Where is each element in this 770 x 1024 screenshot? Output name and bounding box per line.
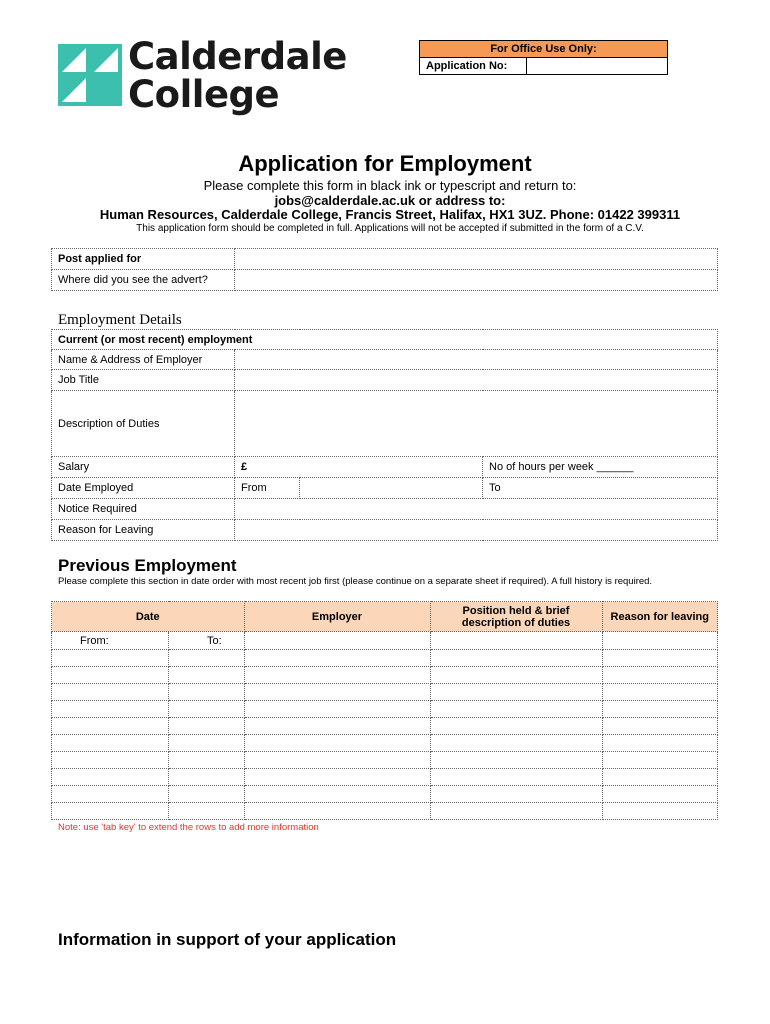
table-cell[interactable]	[602, 718, 718, 735]
table-cell[interactable]	[244, 684, 430, 701]
table-cell[interactable]	[52, 752, 169, 769]
table-cell[interactable]	[52, 735, 169, 752]
table-cell[interactable]	[430, 632, 602, 650]
reason-leaving-field[interactable]	[235, 520, 718, 541]
table-cell[interactable]	[430, 786, 602, 803]
office-use-box	[419, 40, 668, 75]
table-row	[52, 632, 718, 650]
table-row	[52, 650, 718, 667]
table-cell[interactable]	[169, 701, 245, 718]
reason-leaving-label: Reason for Leaving	[52, 520, 235, 541]
salary-label: Salary	[52, 457, 235, 478]
table-cell[interactable]	[169, 684, 245, 701]
previous-employment-subtitle: Please complete this section in date order with most recent job first (please continue on a separate sheet if required). A full history is required.	[58, 576, 653, 587]
to-date-field[interactable]: To	[483, 478, 718, 499]
table-row	[52, 701, 718, 718]
table-cell[interactable]	[430, 701, 602, 718]
employer-label: Name & Address of Employer	[52, 350, 235, 370]
extend-rows-note: Note: use 'tab key' to extend the rows to add more information	[58, 822, 319, 833]
col-date-header: Date	[52, 602, 245, 632]
table-row	[52, 786, 718, 803]
table-cell[interactable]	[602, 667, 718, 684]
table-row	[52, 769, 718, 786]
duties-label: Description of Duties	[52, 391, 235, 457]
application-no-label: Application No:	[420, 58, 527, 74]
table-cell[interactable]	[169, 718, 245, 735]
table-cell[interactable]	[602, 769, 718, 786]
current-employment-label: Current (or most recent) employment	[52, 330, 718, 350]
table-cell[interactable]	[430, 803, 602, 820]
table-cell[interactable]	[244, 650, 430, 667]
table-cell[interactable]	[244, 718, 430, 735]
table-cell[interactable]	[169, 786, 245, 803]
table-cell[interactable]	[602, 632, 718, 650]
table-cell[interactable]	[52, 701, 169, 718]
table-cell[interactable]	[430, 735, 602, 752]
hours-field[interactable]: No of hours per week ______	[483, 457, 718, 478]
office-use-header: For Office Use Only:	[420, 41, 667, 58]
col-reason-header: Reason for leaving	[602, 602, 718, 632]
advert-source-field[interactable]	[235, 270, 718, 291]
intro-note: This application form should be completed in full. Applications will not be accepted if submitted in the form of a C.V.	[136, 223, 644, 234]
table-cell[interactable]	[169, 769, 245, 786]
table-cell[interactable]	[244, 803, 430, 820]
table-cell[interactable]	[169, 667, 245, 684]
from-label: From	[235, 478, 300, 499]
employment-details-heading: Employment Details	[58, 312, 182, 328]
notice-field[interactable]	[235, 499, 718, 520]
post-applied-field[interactable]	[235, 249, 718, 270]
college-logo-icon	[58, 44, 122, 106]
previous-employment-heading: Previous Employment	[58, 556, 237, 575]
table-cell[interactable]	[244, 632, 430, 650]
intro-email: jobs@calderdale.ac.uk or address to:	[274, 193, 506, 208]
table-row	[52, 752, 718, 769]
from-date-field[interactable]	[300, 478, 483, 499]
col-position-header: Position held & brief description of duties	[430, 602, 602, 632]
table-cell[interactable]	[602, 803, 718, 820]
table-cell[interactable]	[169, 735, 245, 752]
table-cell[interactable]	[602, 650, 718, 667]
table-cell[interactable]	[430, 769, 602, 786]
table-cell[interactable]	[244, 701, 430, 718]
table-cell[interactable]	[430, 667, 602, 684]
intro-address: Human Resources, Calderdale College, Francis Street, Halifax, HX1 3UZ. Phone: 01422 399311	[99, 207, 681, 222]
table-cell[interactable]	[169, 752, 245, 769]
to-col-label: To:	[169, 632, 245, 650]
table-cell[interactable]	[169, 650, 245, 667]
table-row	[52, 684, 718, 701]
intro-line-1: Please complete this form in black ink or typescript and return to:	[203, 178, 577, 193]
table-row	[52, 667, 718, 684]
post-applied-label: Post applied for	[52, 249, 235, 270]
table-cell[interactable]	[169, 803, 245, 820]
job-title-label: Job Title	[52, 370, 235, 391]
salary-field[interactable]: £	[235, 457, 483, 478]
employer-field[interactable]	[235, 350, 718, 370]
table-cell[interactable]	[602, 735, 718, 752]
page-title: Application for Employment	[238, 151, 532, 176]
table-cell[interactable]	[430, 718, 602, 735]
table-cell[interactable]	[602, 701, 718, 718]
application-no-field[interactable]	[527, 58, 667, 74]
table-cell[interactable]	[52, 769, 169, 786]
table-cell[interactable]	[52, 803, 169, 820]
college-logo-text: Calderdale College	[128, 35, 347, 116]
table-cell[interactable]	[430, 650, 602, 667]
date-employed-label: Date Employed	[52, 478, 235, 499]
duties-field[interactable]	[235, 391, 718, 457]
job-title-field[interactable]	[235, 370, 718, 391]
table-cell[interactable]	[244, 752, 430, 769]
table-cell[interactable]	[602, 786, 718, 803]
table-cell[interactable]	[52, 684, 169, 701]
table-cell[interactable]	[52, 786, 169, 803]
table-row	[52, 718, 718, 735]
table-cell[interactable]	[430, 684, 602, 701]
previous-employment-table	[51, 601, 718, 820]
from-col-label: From:	[52, 632, 169, 650]
employment-table	[51, 329, 718, 541]
table-cell[interactable]	[244, 735, 430, 752]
table-cell[interactable]	[244, 786, 430, 803]
table-cell[interactable]	[602, 752, 718, 769]
table-row	[52, 803, 718, 820]
table-cell[interactable]	[244, 769, 430, 786]
col-employer-header: Employer	[244, 602, 430, 632]
table-cell[interactable]	[244, 667, 430, 684]
table-cell[interactable]	[52, 718, 169, 735]
notice-label: Notice Required	[52, 499, 235, 520]
table-cell[interactable]	[52, 667, 169, 684]
post-table	[51, 248, 718, 291]
table-cell[interactable]	[602, 684, 718, 701]
supporting-info-heading: Information in support of your application	[58, 930, 397, 949]
advert-source-label: Where did you see the advert?	[52, 270, 235, 291]
table-cell[interactable]	[52, 650, 169, 667]
table-row	[52, 735, 718, 752]
table-cell[interactable]	[430, 752, 602, 769]
